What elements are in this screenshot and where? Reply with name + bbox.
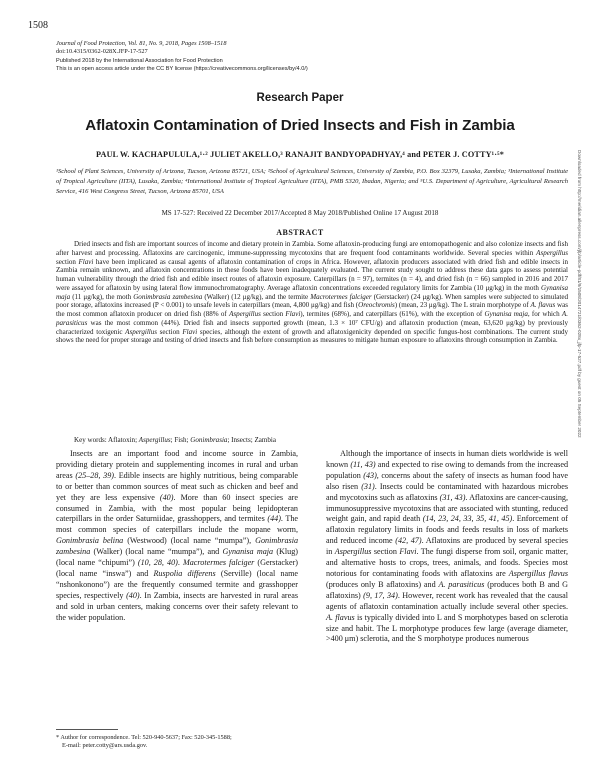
citation-ref[interactable]: (44): [267, 514, 281, 524]
footnote-rule: [56, 729, 118, 730]
citation-ref[interactable]: (9, 17, 34): [363, 590, 398, 600]
citation-ref[interactable]: (42, 47): [395, 536, 422, 546]
journal-citation: Journal of Food Protection, Vol. 81, No. 9, 2018, Pages 1508–1518: [56, 40, 227, 47]
journal-license[interactable]: This is an open access article under the CC BY license (https://creativecommons.org/licenses/by/4.0/): [56, 66, 308, 73]
citation-ref[interactable]: (43): [363, 470, 377, 480]
paper-title: Aflatoxin Contamination of Dried Insects and Fish in Zambia: [85, 117, 515, 134]
keywords: Key words: Aflatoxin; Aspergillus; Fish; Gonimbrasia; Insects; Zambia: [74, 436, 276, 444]
citation-ref[interactable]: (14, 23, 24, 33, 35, 41, 45): [422, 514, 513, 524]
citation-ref[interactable]: (25–28, 39): [75, 470, 114, 480]
manuscript-info: MS 17-527: Received 22 December 2017/Accepted 8 May 2018/Published Online 17 August 2018: [161, 209, 439, 217]
journal-doi[interactable]: doi:10.4315/0362-028X.JFP-17-527: [56, 48, 148, 56]
citation-ref[interactable]: (10, 28, 40): [137, 558, 178, 568]
citation-ref[interactable]: (31): [361, 481, 375, 491]
citation-ref[interactable]: (40): [126, 590, 140, 600]
abstract-body: Dried insects and fish are important sources of income and dietary protein in Zambia. Some aflatoxin-producing fungi are entomopathogenic and also colonize insects and fish after harvest and processing. Aflatoxins are carcinogenic, immune-suppressing mycotoxins that are frequent food contaminants worldwide. Several species within Aspergillus section Flavi have been implicated as causal agents of aflatoxin contamination of crops in Africa. However, aflatoxin producers associated with dried fish and edible insects in Zambia remain unknown, and aflatoxin concentrations in these foods have been inadequately evaluated. The current study sought to address these data gaps to assess potential human vulnerability through the dried fish and edible insect routes of aflatoxin exposure. Caterpillars (n = 97), termites (n = 4), and dried fish (n = 66) sampled in 2016 and 2017 were assayed for aflatoxin by using lateral flow immunochromatography. Average aflatoxin concentrations exceeded regulatory limits for Zambia (10 μg/kg) in the moth Gynanisa maja (11 μg/kg), the moth Gonimbrasia zambesina (Walker) (12 μg/kg), and the termite Macrotermes falciger (Gerstacker) (24 μg/kg). When samples were subjected to simulated poor storage, aflatoxins increased (P < 0.001) to unsafe levels in caterpillars (mean, 4,800 μg/kg) and fish (Oreochromis) (mean, 23 μg/kg). The L strain morphotype of A. flavus was the most common aflatoxin producer on dried fish (88% of Aspergillus section Flavi), termites (68%), and caterpillars (61%), with the exception of Gynanisa maja, for which A. parasiticus was the most common (44%). Dried fish and insects supported growth (mean, 1.3 × 10⁷ CFU/g) and aflatoxin production (mean, 63,620 μg/kg) by previously characterized toxigenic Aspergillus section Flavi species, although the extent of growth and aflatoxigenicity depended on specific fungus-host combinations. The current study shows the need for proper storage and testing of dried insects and fish before consumption as measures to mitigate human exposure to aflatoxins through consumption in Zambia.: [56, 240, 569, 345]
correspondence-email[interactable]: E-mail: peter.cotty@ars.usda.gov.: [62, 742, 148, 749]
page-number: 1508: [28, 20, 48, 31]
affiliations: ¹School of Plant Sciences, University of Arizona, Tucson, Arizona 85721, USA; ²School of Agricultural Sciences, University of Zambia, P.O. Box 32379, Lusaka, Zambia; ³International Institute of Tropical Agriculture (IITA), Lusaka, Zambia; ⁴International Institute of Tropical Agriculture (IITA), PMB 5320, Ibadan, Nigeria; and ⁵U.S. Department of Agriculture, Agricultural Research Service, 416 West Congress Street, Tucson, Arizona 85701, USA: [56, 168, 568, 196]
citation-ref[interactable]: (11, 43): [350, 459, 376, 469]
abstract-heading: ABSTRACT: [276, 228, 324, 237]
correspondence-footnote: * Author for correspondence. Tel: 520-940-5637; Fax: 520-345-1588; E-mail: peter.cotty@ars.usda.gov.: [56, 734, 306, 750]
section-label: Research Paper: [256, 92, 344, 104]
citation-ref[interactable]: (31, 43): [439, 492, 466, 502]
download-watermark: Downloaded from http://meridian.allenpress.com/jfp/article-pdf/81/9/1508/2014721/0362-028x_jfp-17-527.pdf by guest on 05 September 2022: [577, 150, 582, 438]
citation-ref[interactable]: (40): [159, 492, 174, 502]
journal-published: Published 2018 by the International Association for Food Protection: [56, 57, 223, 64]
journal-header: [56, 40, 476, 74]
body-column-left: Insects are an important food and income source in Zambia, providing dietary protein and supplementing incomes in rural and urban areas (25–28, 39). Edible insects are highly nutritious, being comparable to or better than common sources of meat such as chicken and beef and yet they are less expensive (40). More than 60 insect species are consumed in Zambia, with the most popular being lepidopteran caterpillars in the order Saturniidae, grasshoppers, and termites (44). The most common species of caterpillars include the mopane worm, Gonimbrasia belina (Westwood) (local name “mumpa”), Gonimbrasia zambesina (Walker) (local name “mumpa”), and Gynanisa maja (Klug) (local name “chipumi”) (10, 28, 40). Macrotermes falciger (Gerstacker) (local name “inswa”) and Ruspolia differens (Serville) (local name “nshonkonono”) are the frequently consumed termite and grasshopper species, respectively (40). In Zambia, insects are harvested in rural areas and sold in urban centers, making concerns over their safety relevant to the wider population.: [56, 449, 299, 622]
body-column-right: Although the importance of insects in human diets worldwide is well known (11, 43) and expected to rise owing to demands from the increased population (43), concerns about the safety of insects as human food have also risen (31). Insects could be contaminated with hazardous microbes and mycotoxins such as aflatoxins (31, 43). Aflatoxins are cancer-causing, immunosuppressive mycotoxins that are associated with stunting, reduced weight gain, and rapid death (14, 23, 24, 33, 35, 41, 45). Enforcement of aflatoxin regulatory limits in foods and feeds results in loss of markets and reduced income (42, 47). Aflatoxins are produced by several species in Aspergillus section Flavi. The fungi disperse from soil, organic matter, and alternative hosts to crops, trees, animals, and foods. Species most notorious for contaminating foods with aflatoxins are Aspergillus flavus (produces only B aflatoxins) and A. parasiticus (produces both B and G aflatoxins) (9, 17, 34). However, recent work has revealed that the causal agents of aflatoxin contamination actually include several other species. A. flavus is typically divided into L and S morphotypes based on sclerotia size and habit. The L morphotype produces few large (average diameter, >400 μm) sclerotia, and the S morphotype produces numerous: [326, 449, 569, 644]
author-list: PAUL W. KACHAPULULA,¹·² JULIET AKELLO,³ RANAJIT BANDYOPADHYAY,⁴ and PETER J. COTTY¹·⁵*: [95, 150, 505, 159]
